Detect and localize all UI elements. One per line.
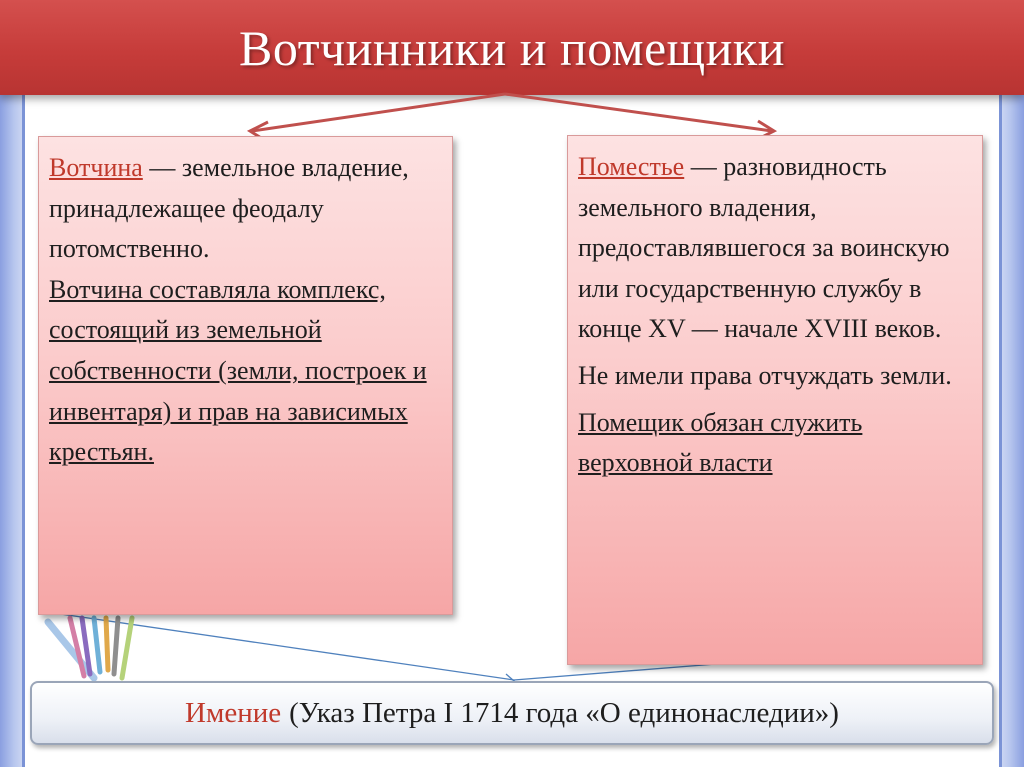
votchina-definition-text: — земельное владение, принадлежащее феодалу потомственно. — [49, 153, 409, 264]
pomestie-duty: Помещик обязан служить верховной власти — [578, 407, 863, 478]
imenie-text: (Указ Петра I 1714 года «О единонаследии») — [289, 696, 839, 729]
pomestie-definition — [578, 147, 972, 350]
pencils-decoration — [42, 612, 152, 684]
votchina-detail: Вотчина составляла комплекс, состоящий из земельной собственности (земли, построек и инвентаря) и прав на зависимых крестьян. — [49, 274, 427, 467]
pomestie-restriction: Не имели права отчуждать земли. — [578, 360, 952, 390]
slide-title: Вотчинники и помещики — [239, 19, 785, 76]
votchina-term: Вотчина — [49, 153, 143, 182]
imenie-term: Имение — [185, 696, 282, 729]
pomestie-term: Поместье — [578, 152, 685, 181]
imenie-box — [30, 681, 994, 745]
pomestie-card — [567, 135, 983, 665]
votchina-definition — [49, 148, 442, 270]
title-bar — [0, 0, 1024, 95]
votchina-card — [38, 136, 453, 615]
pomestie-definition-text: — разновидность земельного владения, предоставлявшегося за воинскую или государственную службу в конце XV — начале XVIII веков. — [578, 152, 950, 344]
